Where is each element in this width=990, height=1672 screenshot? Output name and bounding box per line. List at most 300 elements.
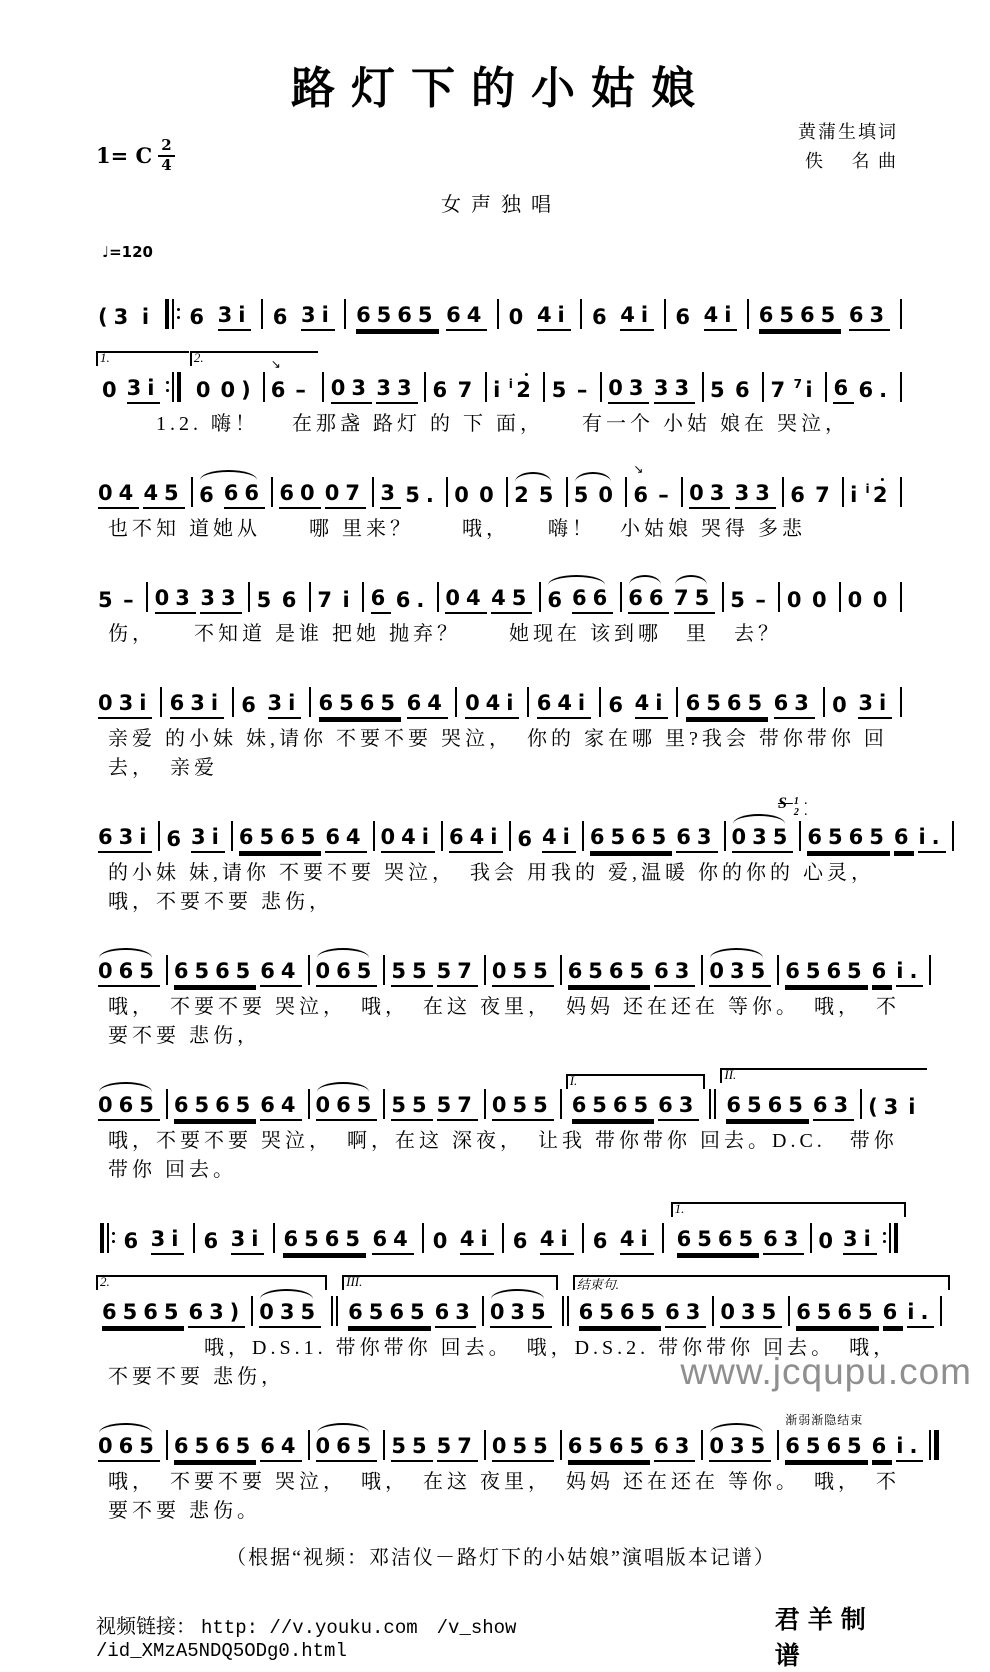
note: 6 (281, 588, 303, 613)
footer-row (96, 1600, 906, 1672)
note: 4i (537, 304, 571, 330)
note: 64 (372, 1228, 413, 1254)
music-line (96, 338, 906, 404)
note: i (908, 1095, 922, 1120)
meter-numerator: 2 (158, 138, 174, 157)
barline (166, 954, 168, 986)
barline-stroke (322, 372, 324, 402)
note: 6. (395, 588, 431, 613)
video-link-label: 视频链接： (96, 1615, 196, 1638)
note: 5 (538, 483, 560, 508)
note: 6 (894, 826, 915, 852)
note: i (805, 378, 819, 403)
song-title: 路灯下的小姑娘 (291, 63, 711, 114)
note: 63 (665, 1301, 706, 1327)
barline-stroke (336, 1296, 338, 1326)
barline-stroke (940, 1296, 942, 1326)
barline (146, 581, 148, 613)
barline-stroke (709, 1089, 711, 1119)
barline (446, 476, 448, 508)
note: 6 (735, 378, 756, 403)
barline (788, 1295, 790, 1327)
note: 2 (872, 483, 894, 508)
note: 0 (872, 588, 894, 613)
note: 5 (573, 483, 595, 508)
annotation-above: ↘ (633, 462, 645, 477)
note: 6565 (319, 692, 401, 718)
note: 6565 (174, 960, 256, 986)
slur-group (96, 960, 162, 986)
note: i. (896, 960, 923, 986)
volta-label: 1. (674, 1200, 685, 1216)
source-note: （根据“视频：邓洁仪－路灯下的小姑娘”演唱版本记谱） (226, 1546, 776, 1569)
barline-stroke (146, 582, 148, 612)
note: i (342, 588, 356, 613)
note: 065 (98, 1435, 160, 1461)
lyrics-line: 哦，不要不要 哭泣， 啊，在这 深夜， 让我 带你带你 回去。D.C. 带你带你 回去。 (108, 1129, 898, 1181)
barline (437, 581, 439, 613)
barline (900, 298, 902, 330)
note: 55 (391, 960, 432, 986)
note: 0 (598, 483, 620, 508)
barline (482, 1295, 484, 1327)
barline-stroke (894, 1223, 898, 1253)
note: 6 (123, 1229, 145, 1254)
volta-label: 1. (100, 349, 110, 365)
note: 55 (391, 1094, 432, 1120)
music-line (96, 1262, 935, 1328)
note: 0 (102, 378, 123, 403)
note: 03 (608, 377, 649, 403)
note: 63 (658, 1094, 699, 1120)
barline-stroke (166, 1430, 168, 1460)
note: 3i (191, 826, 225, 852)
system-6 (96, 787, 946, 914)
note: 6565 (726, 1094, 808, 1120)
repeat-dots (112, 1232, 115, 1243)
barline (560, 954, 562, 986)
slur-group (572, 484, 621, 508)
note: (3 (98, 305, 135, 330)
note: 6 ↘ (633, 462, 655, 508)
slur-group (257, 1301, 323, 1327)
barline-stroke (860, 1089, 862, 1119)
barline-stroke (777, 1430, 779, 1460)
slur-group (314, 1435, 380, 1461)
note: 33 (735, 482, 776, 508)
note: 6565 (572, 1094, 654, 1120)
barline-stroke (172, 299, 174, 329)
music-line (96, 653, 906, 719)
barline (261, 298, 263, 330)
barline (158, 820, 160, 852)
note: 055 (492, 1435, 554, 1461)
note: 64 (446, 304, 487, 330)
note: 6565 (579, 1301, 661, 1327)
barline (778, 581, 780, 613)
barline (839, 581, 841, 613)
repeat-dots (883, 1232, 886, 1243)
note: i (850, 483, 864, 508)
note: 3i (268, 692, 302, 718)
slur-group (314, 1094, 380, 1120)
barline (560, 1088, 562, 1120)
barline-stroke (309, 582, 311, 612)
note: 6565 (796, 1301, 878, 1327)
system-4 (96, 548, 906, 646)
note: 3i (218, 304, 252, 330)
segno-numbers (794, 796, 814, 818)
slur-group (96, 1094, 162, 1120)
barline (506, 476, 508, 508)
note: 63i (98, 826, 152, 852)
barline (940, 1295, 942, 1327)
barline (166, 1429, 168, 1461)
repeat-dot (166, 381, 169, 384)
volta-segment (96, 1273, 327, 1328)
note: 33 (376, 377, 417, 403)
barline (701, 1429, 703, 1461)
barline-stroke (566, 477, 568, 507)
barline (455, 686, 457, 718)
slur-arc (317, 948, 370, 958)
volta-bracket (573, 1275, 951, 1290)
barline (193, 1222, 195, 1254)
note: 63 (849, 304, 890, 330)
note: 5 (256, 588, 278, 613)
barline (560, 1429, 562, 1461)
barline (484, 954, 486, 986)
barline (373, 820, 375, 852)
note: 035 (709, 1435, 771, 1461)
lyrics-line: 也不知 道她从 哪 里来？ 哦， 嗨！ 小姑娘 哭得 多悲 (108, 517, 806, 540)
barline-stroke (308, 1089, 310, 1119)
video-link-line (96, 1610, 775, 1662)
barline (424, 371, 426, 403)
system-5 (96, 653, 906, 780)
note: 63 (774, 692, 815, 718)
barline-stroke (248, 582, 250, 612)
lyricist-credit: 黄蒲生填词 (798, 122, 898, 142)
barline (383, 1088, 385, 1120)
note: 3i (151, 1228, 185, 1254)
barline-stroke (823, 687, 825, 717)
system-7 (96, 921, 924, 1048)
repeat-dot (177, 308, 180, 311)
note: 6 (547, 588, 568, 613)
note: 4i (635, 692, 669, 718)
slur-group (314, 960, 380, 986)
barline (860, 1088, 862, 1120)
note: 03 (689, 482, 730, 508)
barline (166, 371, 181, 403)
barline-stroke (455, 687, 457, 717)
barline (777, 954, 779, 986)
tempo-marking: ♩=120 (102, 242, 153, 261)
barline-stroke (701, 955, 703, 985)
barline (582, 1222, 584, 1254)
music-line (96, 265, 906, 331)
music-line (96, 921, 924, 987)
note: 04i (465, 692, 519, 718)
barline-stroke (762, 372, 764, 402)
volta-segment (573, 1276, 951, 1328)
barline (712, 1295, 714, 1327)
barline-stroke (165, 299, 169, 329)
barline (344, 298, 346, 330)
barline (248, 581, 250, 613)
note: 035 (259, 1301, 321, 1327)
slur-arc (629, 575, 661, 585)
barline-stroke (722, 582, 724, 612)
volta-bracket (342, 1275, 558, 1290)
barline-stroke (952, 821, 954, 851)
barline-stroke (308, 1430, 310, 1460)
note: 63) (188, 1301, 245, 1327)
note: 6 (371, 587, 392, 613)
repeat-dots (177, 308, 180, 319)
note: 3i (301, 304, 335, 330)
slur-arc (548, 575, 605, 585)
note: 6 (833, 377, 854, 403)
note: 6 (432, 378, 454, 403)
note: 63 (654, 960, 695, 986)
note: 6 (272, 305, 294, 330)
barline (308, 1429, 310, 1461)
barline-stroke (778, 582, 780, 612)
lyrics-line: 亲爱 的小妹 妹,请你 不要不要 哭泣， 你的 家在哪 里?我会 带你带你 回去， 亲爱 (108, 727, 888, 779)
note: 64i (537, 692, 591, 718)
note: 065 (98, 1094, 160, 1120)
barline (271, 476, 273, 508)
note: 66 (572, 587, 613, 613)
barline-stroke (100, 1223, 104, 1253)
volta-bracket (96, 351, 189, 366)
note: 63i (170, 692, 224, 718)
barline-stroke (484, 955, 486, 985)
slur-arc (491, 1289, 544, 1299)
barline-stroke (362, 582, 364, 612)
slur-group (707, 960, 773, 986)
lyrics-line: 伤， 不知道 是谁 把她 抛弃？ 她现在 该到哪 里 去？ (108, 622, 782, 645)
note: 6565 (102, 1301, 184, 1327)
barline-stroke (383, 955, 385, 985)
repeat-dot (112, 1240, 115, 1243)
barline (900, 371, 902, 403)
note: 66 (224, 482, 265, 508)
note: 6 (203, 1229, 225, 1254)
barline-stroke (712, 1296, 714, 1326)
note: – (658, 483, 675, 508)
note: 60 (279, 482, 320, 508)
barline (322, 371, 324, 403)
slur-arc (99, 1082, 152, 1092)
video-link-url: http: //v.youku.com /v_show /id_XMzA5NDQ5ODg0.html (96, 1616, 517, 1662)
music-line (96, 1189, 906, 1255)
note: 055 (492, 1094, 554, 1120)
barline (582, 820, 584, 852)
note: 4i (460, 1228, 494, 1254)
barline-stroke (160, 687, 162, 717)
barline-stroke (231, 821, 233, 851)
note: – (755, 588, 772, 613)
note: 0 (847, 588, 869, 613)
volta-bracket (190, 351, 318, 366)
barline-stroke (599, 687, 601, 717)
barline (331, 1295, 338, 1327)
barline (484, 1088, 486, 1120)
note: 035 (490, 1301, 552, 1327)
barline-stroke (172, 372, 174, 402)
note: 6565 渐弱渐隐结束 (785, 1435, 867, 1461)
volta-label: III. (346, 1273, 363, 1289)
barline (799, 820, 801, 852)
note: 33 (200, 587, 241, 613)
note: 065 (316, 960, 378, 986)
music-line (96, 548, 906, 614)
note: 5 (551, 378, 573, 403)
note: 64 (407, 692, 448, 718)
note: 6 ↘ (270, 357, 292, 403)
note: 64i (449, 826, 503, 852)
barline (600, 371, 602, 403)
barline-stroke (484, 1430, 486, 1460)
note: 6 (512, 1229, 534, 1254)
barline-stroke (701, 1430, 703, 1460)
note: 3i (858, 692, 892, 718)
slur-arc (200, 470, 257, 480)
note: 6565 (174, 1435, 256, 1461)
barline (900, 686, 902, 718)
volta-segment (190, 349, 318, 404)
volta-segment (566, 1073, 706, 1120)
barline (372, 476, 374, 508)
note: 3i (231, 1228, 265, 1254)
note: 45 (491, 587, 532, 613)
barline (701, 954, 703, 986)
note: 6 (872, 1435, 893, 1461)
barline-stroke (842, 477, 844, 507)
barline (762, 371, 764, 403)
note: 3i (843, 1228, 877, 1254)
note: 07 (325, 482, 366, 508)
barline-stroke (482, 1296, 484, 1326)
barline-stroke (662, 1223, 664, 1253)
barline-stroke (309, 687, 311, 717)
barline (722, 581, 724, 613)
barline-stroke (620, 582, 622, 612)
barline-stroke (437, 582, 439, 612)
system-1 (96, 265, 906, 331)
barline (842, 476, 844, 508)
barline (251, 1295, 253, 1327)
barline (166, 1088, 168, 1120)
note: 63 (763, 1228, 804, 1254)
system-2 (96, 338, 906, 436)
barline-stroke (900, 372, 902, 402)
segno-number: 2. (793, 807, 814, 819)
barline-stroke (166, 1089, 168, 1119)
barline-stroke (271, 477, 273, 507)
slur-group (626, 587, 671, 613)
barline (566, 476, 568, 508)
barline (485, 371, 487, 403)
barline (543, 371, 545, 403)
transcriber-seal: 君羊制谱 (774, 1604, 874, 1670)
note: 6565 (677, 1228, 759, 1254)
note: 0 (811, 588, 833, 613)
barline-stroke (543, 372, 545, 402)
slur-group (197, 482, 267, 508)
volta-segment (96, 349, 189, 404)
volta-label: I. (569, 1073, 578, 1089)
barline-stroke (582, 821, 584, 851)
repeat-dot (883, 1232, 886, 1235)
barline-stroke (934, 1430, 939, 1460)
slur-arc (260, 1289, 313, 1299)
note: 6565 (785, 960, 867, 986)
barline-stroke (839, 582, 841, 612)
barline-stroke (263, 372, 265, 402)
note: 6 (883, 1301, 904, 1327)
note: 7 (770, 378, 792, 403)
barline (709, 1088, 716, 1120)
barline (165, 298, 180, 330)
barline-stroke (441, 821, 443, 851)
barline-stroke (158, 821, 160, 851)
lyrics-line: 哦， 不要不要 哭泣， 哦， 在这 夜里， 妈妈 还在还在 等你。 哦， 不要不要 悲伤。 (108, 1470, 900, 1522)
slur-group (545, 587, 615, 613)
barline (539, 581, 541, 613)
barline (160, 686, 162, 718)
barline-stroke (485, 372, 487, 402)
barline-stroke (567, 1296, 569, 1326)
barline-stroke (509, 821, 511, 851)
slur-group (488, 1301, 554, 1327)
note: 75 (674, 587, 715, 613)
volta-segment (720, 1066, 927, 1121)
barline (625, 476, 627, 508)
note: 63 (435, 1301, 476, 1327)
system-9 (96, 1189, 906, 1255)
slur-arc (710, 1423, 763, 1433)
volta-label: 结束句. (576, 1276, 619, 1292)
barline (273, 1222, 275, 1254)
note: 6 (241, 693, 262, 718)
slur-arc (317, 1423, 370, 1433)
repeat-dot (177, 316, 180, 319)
barline (724, 820, 726, 852)
barline (702, 371, 704, 403)
barline (502, 1222, 504, 1254)
note: 065 (316, 1435, 378, 1461)
key-signature (96, 138, 906, 174)
grace-note: i (865, 481, 871, 496)
grace-note: 7 (793, 376, 803, 391)
note: 6565 (590, 826, 672, 852)
segno-mark (778, 796, 813, 818)
barline-stroke (664, 299, 666, 329)
note: 6 (199, 483, 220, 508)
note: i. (896, 1435, 923, 1461)
barline (599, 686, 601, 718)
note: 6 (790, 483, 811, 508)
barline-stroke (527, 687, 529, 717)
note: 6 (517, 827, 539, 852)
barline (100, 1222, 115, 1254)
barline (900, 581, 902, 613)
barline-stroke (799, 821, 801, 851)
